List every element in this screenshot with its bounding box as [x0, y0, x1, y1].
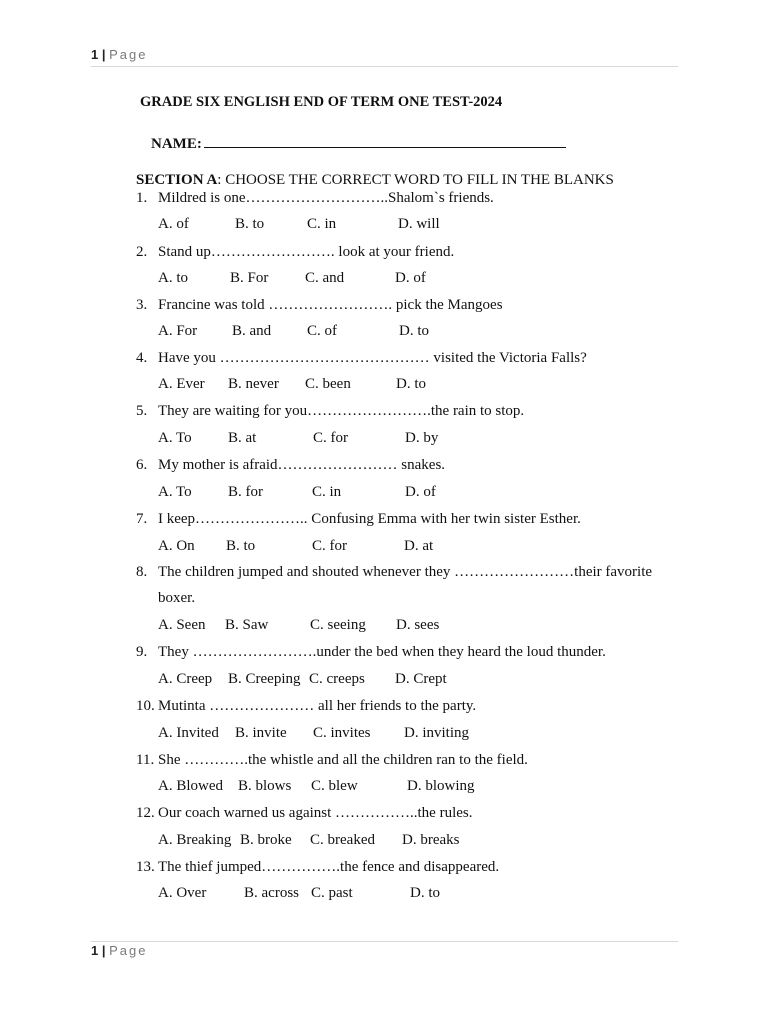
- option-c: C. and: [305, 270, 345, 286]
- option-a: A. To: [158, 484, 192, 500]
- question-number: 11.: [136, 752, 155, 768]
- header-page-label: Page: [109, 47, 148, 62]
- option-a: A. Ever: [158, 376, 205, 392]
- option-d: D. breaks: [402, 832, 460, 848]
- option-a: A. to: [158, 270, 188, 286]
- option-d: D. at: [404, 538, 434, 554]
- option-d: D. to: [410, 885, 440, 901]
- question-text: They are waiting for you…………………….the rain to stop.: [158, 403, 525, 419]
- option-c: C. seeing: [310, 617, 366, 633]
- question-text: Our coach warned us against ……………..the rules.: [158, 805, 473, 821]
- question-text: Mutinta ………………… all her friends to the party.: [158, 698, 477, 714]
- question-text: My mother is afraid…………………… snakes.: [158, 457, 446, 473]
- name-field: [151, 133, 566, 153]
- option-b: B. across: [244, 885, 299, 901]
- option-b: B. to: [226, 538, 256, 554]
- option-d: D. of: [395, 270, 426, 286]
- question-text-continued: boxer.: [158, 590, 196, 606]
- option-b: B. broke: [240, 832, 292, 848]
- question-number: 2.: [136, 244, 148, 260]
- question-text: The thief jumped…………….the fence and disappeared.: [158, 859, 500, 875]
- question-9: [136, 644, 606, 661]
- option-c: C. in: [312, 484, 342, 500]
- question-text: Francine was told ……………………. pick the Mangoes: [158, 297, 503, 313]
- name-label: NAME:: [151, 136, 202, 152]
- option-a: A. On: [158, 538, 195, 554]
- question-7: [136, 511, 581, 528]
- option-a: A. Blowed: [158, 778, 223, 794]
- question-2: [136, 244, 454, 261]
- question-3: [136, 297, 503, 314]
- option-d: D. inviting: [404, 725, 470, 741]
- question-text: The children jumped and shouted whenever they ……………………their favorite: [158, 564, 653, 580]
- question-number: 5.: [136, 403, 148, 419]
- question-number: 1.: [136, 190, 148, 206]
- page-footer: [91, 943, 148, 958]
- header-separator: |: [101, 47, 106, 62]
- option-a: A. For: [158, 323, 198, 339]
- header-page-number: 1: [91, 47, 99, 62]
- option-c: C. been: [305, 376, 351, 392]
- option-a: A. Creep: [158, 671, 213, 687]
- footer-rule: [91, 941, 678, 942]
- option-b: B. for: [228, 484, 263, 500]
- option-d: D. to: [396, 376, 426, 392]
- option-a: A. Breaking: [158, 832, 232, 848]
- option-a: A. of: [158, 216, 189, 232]
- name-blank-line: [204, 133, 566, 148]
- option-b: B. and: [232, 323, 272, 339]
- option-b: B. For: [230, 270, 269, 286]
- option-c: C. breaked: [310, 832, 375, 848]
- option-c: C. blew: [311, 778, 358, 794]
- question-10: [136, 698, 476, 715]
- document-title: GRADE SIX ENGLISH END OF TERM ONE TEST-2024: [140, 94, 503, 110]
- option-c: C. of: [307, 323, 337, 339]
- option-c: C. for: [312, 538, 347, 554]
- option-d: D. will: [398, 216, 440, 232]
- option-b: B. blows: [238, 778, 292, 794]
- option-a: A. Seen: [158, 617, 206, 633]
- option-a: A. Over: [158, 885, 207, 901]
- question-number: 9.: [136, 644, 148, 660]
- option-b: B. invite: [235, 725, 287, 741]
- option-c: C. invites: [313, 725, 371, 741]
- question-number: 6.: [136, 457, 148, 473]
- section-label: SECTION A: [136, 172, 218, 188]
- question-number: 8.: [136, 564, 148, 580]
- question-number: 12.: [136, 805, 155, 821]
- question-13: [136, 859, 499, 876]
- option-b: B. never: [228, 376, 279, 392]
- option-d: D. Crept: [395, 671, 447, 687]
- question-6: [136, 457, 445, 474]
- footer-separator: |: [101, 943, 106, 958]
- question-number: 10.: [136, 698, 155, 714]
- option-d: D. by: [405, 430, 439, 446]
- question-5: [136, 403, 524, 420]
- option-b: B. Creeping: [228, 671, 301, 687]
- option-d: D. to: [399, 323, 429, 339]
- option-b: B. at: [228, 430, 257, 446]
- question-4: [136, 350, 587, 367]
- option-b: B. to: [235, 216, 265, 232]
- question-11: [136, 752, 528, 769]
- option-c: C. past: [311, 885, 353, 901]
- option-d: D. of: [405, 484, 436, 500]
- question-text: I keep………………….. Confusing Emma with her twin sister Esther.: [158, 511, 581, 527]
- option-d: D. sees: [396, 617, 440, 633]
- question-number: 3.: [136, 297, 148, 313]
- question-number: 4.: [136, 350, 148, 366]
- question-1: [136, 190, 494, 207]
- question-12: [136, 805, 473, 822]
- footer-page-number: 1: [91, 943, 99, 958]
- question-text: She ………….the whistle and all the children ran to the field.: [158, 752, 528, 768]
- question-8: [136, 564, 652, 581]
- question-number: 7.: [136, 511, 148, 527]
- question-text: They …………………….under the bed when they heard the loud thunder.: [158, 644, 606, 660]
- section-instruction: : CHOOSE THE CORRECT WORD TO FILL IN THE BLANKS: [217, 172, 614, 188]
- option-c: C. in: [307, 216, 337, 232]
- option-d: D. blowing: [407, 778, 475, 794]
- header-rule: [91, 66, 678, 67]
- option-c: C. creeps: [309, 671, 365, 687]
- question-text: Stand up……………………. look at your friend.: [158, 244, 455, 260]
- option-c: C. for: [313, 430, 348, 446]
- option-b: B. Saw: [225, 617, 269, 633]
- section-a-heading: [136, 172, 614, 189]
- option-a: A. To: [158, 430, 192, 446]
- question-text: Mildred is one………………………..Shalom`s friends.: [158, 190, 494, 206]
- option-a: A. Invited: [158, 725, 219, 741]
- question-number: 13.: [136, 859, 155, 875]
- footer-page-label: Page: [109, 943, 148, 958]
- page-header: [91, 47, 148, 62]
- question-text: Have you …………………………………… visited the Victoria Falls?: [158, 350, 587, 366]
